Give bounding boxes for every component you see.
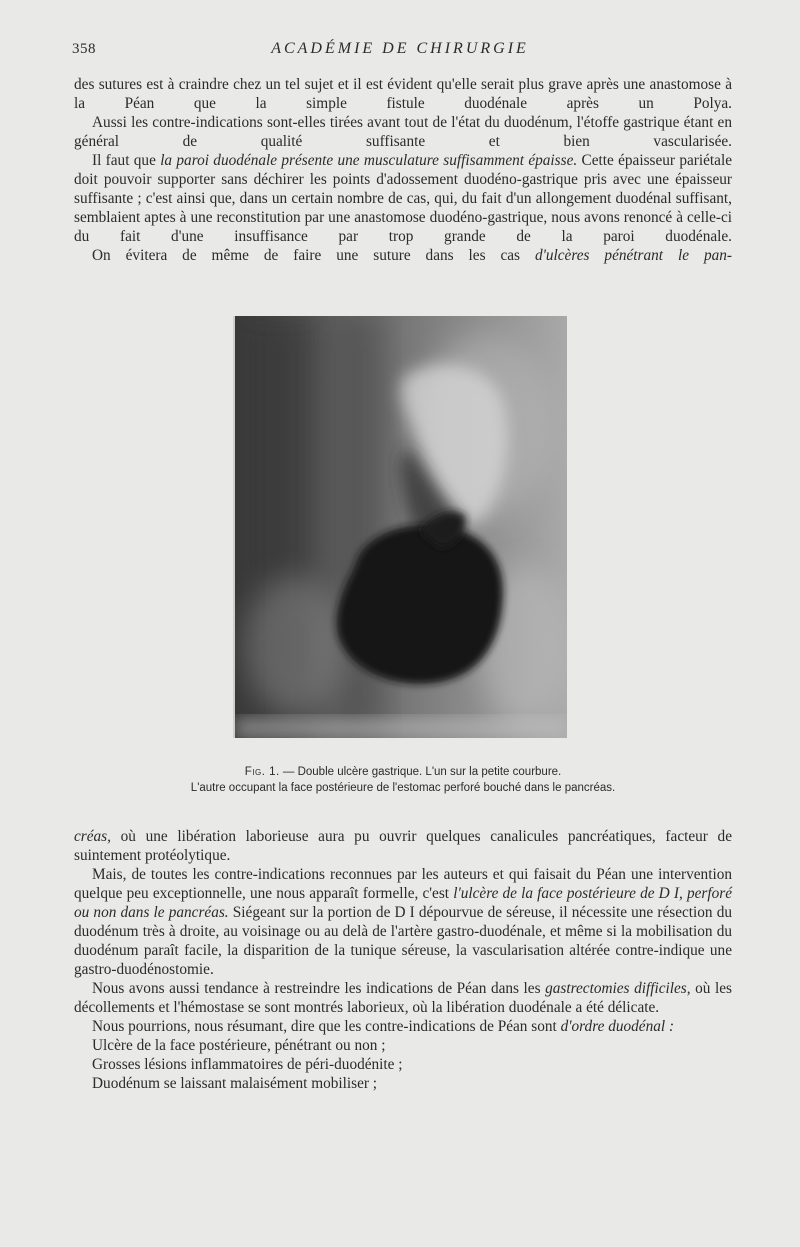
emphasis-text: d'ordre duodénal : — [560, 1018, 675, 1035]
list-item: Duodénum se laissant malaisément mobiliser ; — [92, 1075, 378, 1092]
paragraph — [74, 1017, 732, 1036]
paragraph-text: Mais, de toutes les contre-indications reconnues par les auteurs et qui faisait du Péan une intervention quelque peu exceptionnelle, une nous apparaît formelle, c'est — [74, 866, 732, 902]
paragraph — [74, 865, 732, 979]
figure-label: Fig. 1. — [244, 766, 280, 778]
paragraph — [74, 827, 732, 865]
xray-image — [235, 316, 567, 738]
caption-line-2: L'autre occupant la face postérieure de l'estomac perforé bouché dans le pancréas. — [190, 782, 616, 794]
emphasis-text: gastrectomies difficiles, — [545, 980, 691, 997]
paragraph-text: Cette épaisseur pariétale doit pouvoir supporter sans déchirer les points d'adossement duodéno-gastrique pris avec une épaisseur suffisante ; c'est ainsi que, dans un certain nombre de cas, qui, du fait d'un allongement duodénal suffisant, semblaient aptes à une reconstitution par une anastomose duodéno-gastrique, nous avons renoncé à celle-ci du fait d'une insuffisance par trop grande de la paroi duodénale. — [74, 152, 732, 245]
caption-line-1 — [74, 764, 732, 780]
emphasis-text: créas, — [74, 828, 111, 845]
paragraph — [74, 75, 732, 113]
figure-caption — [74, 764, 732, 796]
emphasis-text: la paroi duodénale présente une musculature suffisamment épaisse. — [160, 152, 578, 169]
page-number: 358 — [72, 41, 96, 57]
paragraph-text: où les décollements et l'hémostase se sont montrés laborieux, où la libération duodénale a été délicate. — [74, 980, 732, 1016]
paragraph-text: Il faut que — [92, 152, 161, 169]
xray-figure — [233, 316, 567, 738]
paragraph-text: Aussi les contre-indications sont-elles tirées avant tout de l'état du duodénum, l'étoffe gastrique étant en général de qualité suffisante et bien vascularisée. — [74, 114, 732, 150]
list-item: Grosses lésions inflammatoires de péri-duodénite ; — [92, 1056, 403, 1073]
paragraph-text: où une libération laborieuse aura pu ouvrir quelques canalicules pancréatiques, facteur de suintement protéolytique. — [74, 828, 732, 864]
emphasis-text: d'ulcères pénétrant le pan- — [534, 247, 733, 264]
paragraph — [74, 246, 732, 265]
emphasis-text: l'ulcère de la face postérieure de D I, perforé ou non dans le pancréas. — [74, 885, 732, 921]
paragraph-text: des sutures est à craindre chez un tel sujet et il est évident qu'elle serait plus grave après une anastomose à la Péan que la simple fistule duodénale après un Polya. — [74, 76, 732, 112]
paragraph — [74, 979, 732, 1017]
list-item: Ulcère de la face postérieure, pénétrant ou non ; — [92, 1037, 386, 1054]
top-text-block — [74, 75, 732, 265]
paragraph — [74, 113, 732, 151]
caption-text: — Double ulcère gastrique. L'un sur la petite courbure. — [279, 766, 562, 778]
paragraph-text: Siégeant sur la portion de D I dépourvue de séreuse, il nécessite une résection du duodénum très à droite, au voisinage ou au delà de l'artère gastro-duodénale, et même si la mobilisation du duodénum paraît facile, la disparition de la tunique séreuse, la vascularisation altérée contre-indique une gastro-duodénostomie. — [74, 904, 733, 978]
paragraph — [74, 151, 732, 246]
paragraph-text: Nous avons aussi tendance à restreindre les indications de Péan dans les — [92, 980, 546, 997]
paragraph-text: On évitera de même de faire une suture dans les cas — [92, 247, 535, 264]
running-head: ACADÉMIE DE CHIRURGIE — [271, 40, 529, 57]
bottom-text-block — [74, 827, 732, 1093]
paragraph-text: Nous pourrions, nous résumant, dire que les contre-indications de Péan sont — [92, 1018, 561, 1035]
